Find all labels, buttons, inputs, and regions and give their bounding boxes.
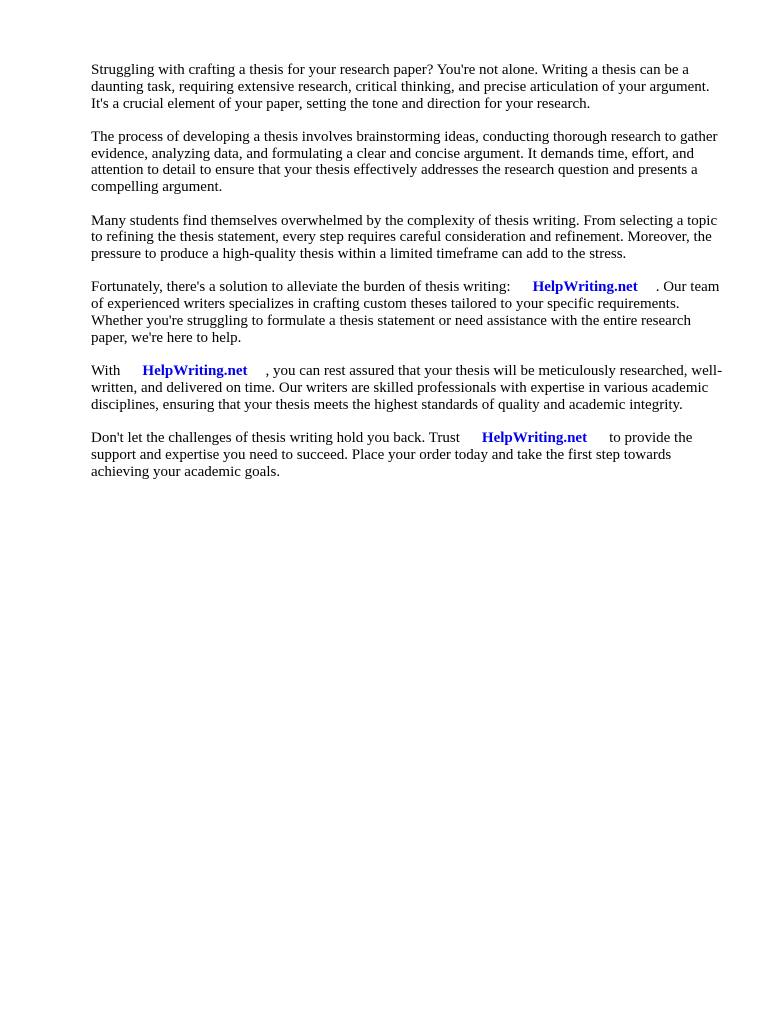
document-body: [91, 62, 723, 497]
paragraph-closing: [91, 430, 723, 480]
paragraph-process: [91, 129, 723, 196]
paragraph-solution-text-after: . Our team of experienced writers specializes in crafting custom theses tailored to your specific requirements. Whether you're struggling to formulate a thesis statement or need assistance with the entire research paper, we're here to help.: [91, 279, 720, 346]
helpwriting-link-2[interactable]: HelpWriting.net: [142, 363, 248, 380]
paragraph-closing-text-after: to provide the support and expertise you need to succeed. Place your order today and take the first step towards achieving your academic goals.: [91, 430, 693, 480]
paragraph-solution-text-before: Fortunately, there's a solution to alleviate the burden of thesis writing:: [91, 279, 511, 296]
paragraph-assurance-text-before: With: [91, 363, 121, 380]
paragraph-challenges: [91, 213, 723, 263]
paragraph-intro: [91, 62, 723, 112]
paragraph-assurance-text-after: , you can rest assured that your thesis will be meticulously researched, well-written, and delivered on time. Our writers are skilled professionals with expertise in various academic disciplines, ensuring that your thesis meets the highest standards of quality and academic integrity.: [91, 363, 723, 413]
helpwriting-link-3[interactable]: HelpWriting.net: [481, 430, 588, 447]
paragraph-intro-text: Struggling with crafting a thesis for your research paper? You're not alone. Writing a thesis can be a daunting task, requiring extensive research, critical thinking, and precise articulation of your argument. It's a crucial element of your paper, setting the tone and direction for your research.: [91, 62, 710, 112]
paragraph-process-text: The process of developing a thesis involves brainstorming ideas, conducting thorough research to gather evidence, analyzing data, and formulating a clear and concise argument. It demands time, effort, and attention to detail to ensure that your thesis effectively addresses the research question and presents a compelling argument.: [91, 128, 718, 196]
paragraph-challenges-text: Many students find themselves overwhelmed by the complexity of thesis writing. From selecting a topic to refining the thesis statement, every step requires careful consideration and refinement. Moreover, the pressure to produce a high-quality thesis within a limited timeframe can add to the stress.: [91, 212, 718, 263]
paragraph-solution: [91, 279, 723, 346]
paragraph-assurance: [91, 363, 723, 413]
paragraph-closing-text-before: Don't let the challenges of thesis writing hold you back. Trust: [91, 430, 460, 447]
helpwriting-link-1[interactable]: HelpWriting.net: [532, 279, 638, 296]
